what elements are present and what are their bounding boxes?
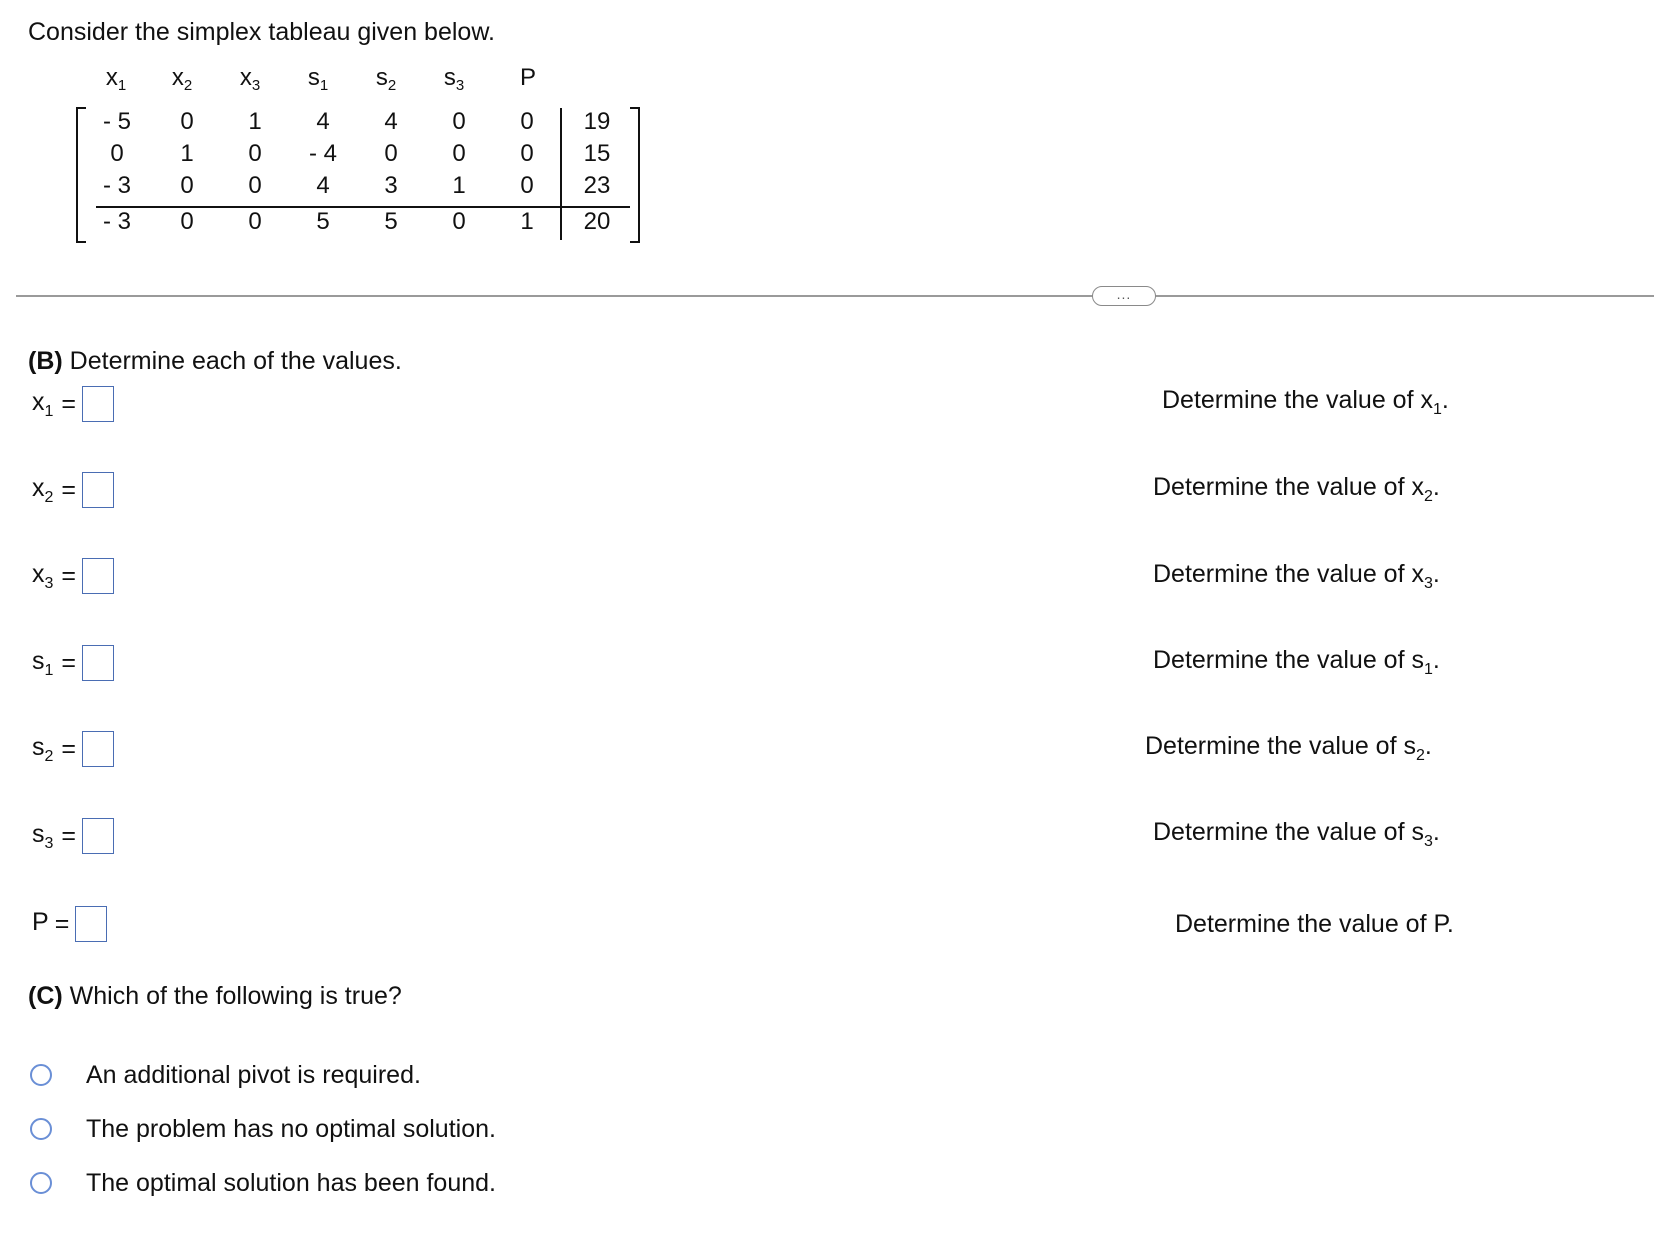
tableau-header: P — [519, 64, 536, 91]
s1-answer-row: $s_1$ = — [32, 643, 114, 683]
radio-button[interactable] — [30, 1118, 52, 1140]
x1-answer-input[interactable] — [82, 386, 114, 422]
tableau-cell: 0 — [248, 208, 262, 235]
more-button[interactable]: ... — [1092, 286, 1156, 306]
part-c-label: (C) — [28, 982, 63, 1010]
tableau-cell: 4 — [316, 172, 330, 199]
tableau-cell: 0 — [248, 140, 262, 167]
tableau-cell: 15 — [583, 140, 611, 167]
augment-divider — [560, 108, 562, 240]
tableau-header: $s_2$ — [375, 64, 397, 94]
s3-answer-input[interactable] — [82, 818, 114, 854]
tableau-cell: 0 — [180, 208, 194, 235]
option-label: The problem has no optimal solution. — [86, 1114, 496, 1143]
x3-label: $x_3$ — [32, 559, 54, 592]
x2-label: $x_2$ — [32, 473, 54, 506]
tableau-cell: 0 — [520, 140, 534, 167]
x2-answer-input[interactable] — [82, 472, 114, 508]
tableau-cell: 1 — [520, 208, 534, 235]
tableau-header: $x_1$ — [105, 64, 127, 94]
option-additional-pivot[interactable] — [30, 1055, 421, 1095]
tableau-cell: 0 — [452, 108, 466, 135]
s2-label: $s_2$ — [32, 732, 54, 765]
x2-hint: Determine the value of $x_2$. — [1153, 473, 1440, 505]
part-b-label: (B) — [28, 347, 63, 375]
problem-intro: Consider the simplex tableau given below. — [28, 18, 495, 46]
tableau-cell: 1 — [180, 140, 194, 167]
part-b-heading — [28, 347, 402, 376]
radio-button[interactable] — [30, 1172, 52, 1194]
tableau-cell: 19 — [583, 108, 611, 135]
s2-answer-input[interactable] — [82, 731, 114, 767]
tableau-cell: 3 — [384, 172, 398, 199]
x3-answer-input[interactable] — [82, 558, 114, 594]
s3-label: $s_3$ — [32, 819, 54, 852]
tableau-cell: 23 — [583, 172, 611, 199]
tableau-cell: - 4 — [308, 140, 337, 167]
tableau-cell: 0 — [520, 172, 534, 199]
tableau-cell: 0 — [452, 208, 466, 235]
x1-hint: Determine the value of $x_1$. — [1162, 386, 1449, 418]
x1-label: $x_1$ — [32, 387, 54, 420]
x1-answer-row: $x_1$ = — [32, 384, 114, 424]
part-c-title: Which of the following is true? — [69, 982, 402, 1010]
p-hint: Determine the value of P. — [1175, 910, 1454, 938]
radio-button[interactable] — [30, 1064, 52, 1086]
s1-answer-input[interactable] — [82, 645, 114, 681]
tableau-header: $x_2$ — [171, 64, 193, 94]
part-b-title: Determine each of the values. — [69, 347, 402, 375]
x2-answer-row: $x_2$ = — [32, 470, 114, 510]
option-label: The optimal solution has been found. — [86, 1168, 496, 1197]
s3-answer-row: $s_3$ = — [32, 816, 114, 856]
tableau-cell: 0 — [110, 140, 124, 167]
tableau-cell: - 3 — [102, 208, 131, 235]
p-answer-input[interactable] — [75, 906, 107, 942]
tableau-cell: - 5 — [102, 108, 131, 135]
tableau-cell: 4 — [316, 108, 330, 135]
tableau-cell: 5 — [316, 208, 330, 235]
part-c-heading — [28, 982, 402, 1011]
tableau-cell: 0 — [180, 172, 194, 199]
option-optimal-found[interactable] — [30, 1163, 496, 1203]
x3-hint: Determine the value of $x_3$. — [1153, 560, 1440, 592]
tableau-cell: 20 — [583, 208, 611, 235]
section-separator — [16, 295, 1654, 297]
p-label: P — [32, 907, 49, 936]
left-bracket — [76, 107, 86, 243]
s2-answer-row: $s_2$ = — [32, 729, 114, 769]
s1-hint: Determine the value of $s_1$. — [1153, 646, 1440, 678]
option-no-optimal[interactable] — [30, 1109, 496, 1149]
tableau-cell: 4 — [384, 108, 398, 135]
tableau-cell: 0 — [180, 108, 194, 135]
tableau-header: $x_3$ — [239, 64, 261, 94]
tableau-cell: 0 — [384, 140, 398, 167]
tableau-cell: 0 — [248, 172, 262, 199]
tableau-cell: 0 — [452, 140, 466, 167]
right-bracket — [630, 107, 640, 243]
option-label: An additional pivot is required. — [86, 1060, 421, 1089]
s2-hint: Determine the value of $s_2$. — [1145, 732, 1432, 764]
tableau-cell: 0 — [520, 108, 534, 135]
p-answer-row: P = — [32, 904, 107, 944]
tableau-header: $s_1$ — [307, 64, 329, 94]
x3-answer-row: $x_3$ = — [32, 556, 114, 596]
tableau-header: $s_3$ — [443, 64, 465, 94]
tableau-cell: 1 — [452, 172, 466, 199]
tableau-cell: 1 — [248, 108, 262, 135]
s1-label: $s_1$ — [32, 646, 54, 679]
tableau-cell: - 3 — [102, 172, 131, 199]
tableau-cell: 5 — [384, 208, 398, 235]
s3-hint: Determine the value of $s_3$. — [1153, 818, 1440, 850]
